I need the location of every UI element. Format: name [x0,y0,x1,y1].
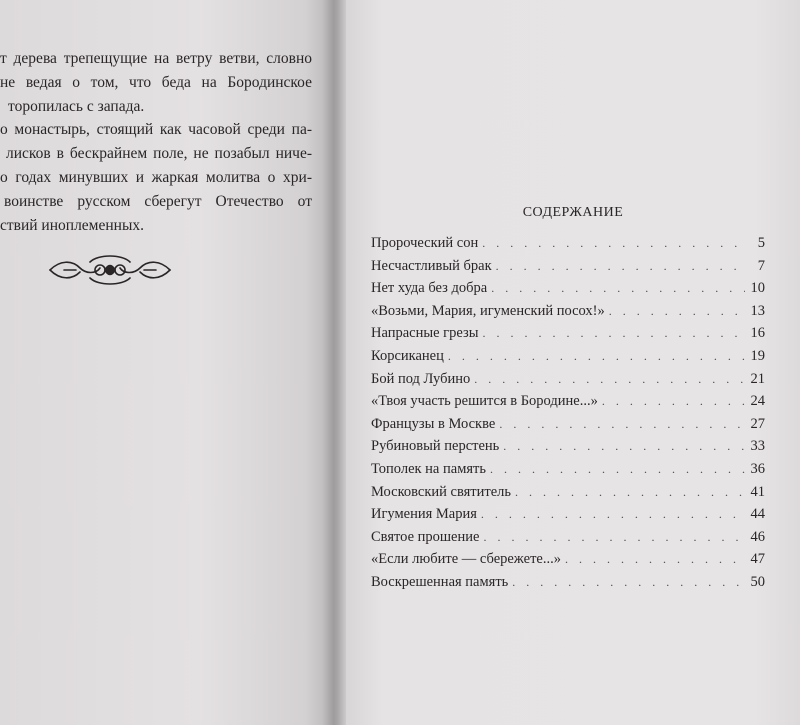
toc-entry-title: «Возьми, Мария, игуменский посох!» [371,302,605,319]
toc-entry [371,484,765,507]
toc-page-number: 24 [750,393,765,410]
toc-entry-title: Рубиновый перстень [371,438,500,455]
toc-entry-title: Бой под Лубино [371,370,471,387]
toc-leader-dots [482,326,745,341]
table-of-contents [371,235,765,597]
toc-entry-title: Нет худа без добра [371,280,488,297]
toc-entry-title: «Если любите — сбережете...» [371,551,561,568]
toc-leader-dots [512,575,745,590]
toc-page-number: 44 [750,506,765,523]
toc-page-number: 47 [750,551,765,568]
toc-page-number: 19 [750,347,765,364]
toc-entry [371,438,765,461]
toc-page-number: 27 [750,415,765,432]
toc-entry-title: Несчастливый брак [371,257,492,274]
text-line: торопилась с запада. [8,97,145,115]
toc-leader-dots [448,349,745,364]
toc-entry-title: Корсиканец [371,347,444,364]
text-line: ствий иноплеменных. [0,216,145,234]
toc-entry [371,371,765,394]
toc-entry-title: «Твоя участь решится в Бородине...» [371,393,598,410]
toc-entry-title: Тополек на память [371,460,486,477]
toc-entry [371,280,765,303]
toc-entry-title: Воскрешенная память [371,573,509,590]
toc-leader-dots [482,236,745,251]
toc-leader-dots [602,394,745,409]
toc-entry [371,348,765,371]
toc-leader-dots [481,507,745,522]
toc-entry [371,235,765,258]
toc-entry [371,461,765,484]
toc-leader-dots [565,552,745,567]
toc-leader-dots [515,485,745,500]
toc-entry [371,574,765,597]
toc-entry [371,551,765,574]
toc-leader-dots [503,439,745,454]
toc-page-number: 33 [750,438,765,455]
toc-entry [371,325,765,348]
toc-page-number: 5 [757,235,765,251]
toc-entry [371,303,765,326]
toc-entry [371,506,765,529]
text-line: о монастырь, стоящий как часовой среди па- [0,121,312,139]
toc-page-number: 16 [750,325,765,342]
toc-entry-title: Игумения Мария [371,506,477,523]
toc-page-number: 36 [750,460,765,477]
toc-page-number: 7 [757,257,765,274]
text-line: не ведая о том, что беда на Бородинское [0,73,312,91]
toc-entry [371,416,765,439]
toc-entry-title: Московский святитель [371,483,512,500]
toc-page-number: 41 [750,483,765,500]
toc-entry [371,258,765,281]
toc-page-number: 50 [750,573,765,590]
toc-entry-title: Святое прошение [371,528,480,545]
text-line: о годах минувших и жаркая молитва о хри- [0,168,312,186]
text-line: т дерева трепещущие на ветру ветви, словно [0,50,312,67]
text-line: лисков в бескрайнем поле, не позабыл ниче- [6,145,312,163]
toc-leader-dots [490,462,745,477]
toc-page-number: 46 [750,528,765,545]
left-page-text [0,47,312,237]
toc-leader-dots [496,259,745,274]
toc-title: СОДЕРЖАНИЕ [522,205,624,220]
decorative-vignette-icon [46,252,174,288]
toc-page-number: 10 [750,280,765,297]
toc-leader-dots [483,530,745,545]
toc-entry-title: Пророческий сон [371,235,479,251]
toc-entry [371,529,765,552]
toc-leader-dots [609,304,745,319]
toc-leader-dots [491,281,745,296]
toc-entry-title: Французы в Москве [371,415,496,432]
text-line: воинстве русском сберегут Отечество от [4,192,312,210]
toc-entry-title: Напрасные грезы [371,325,479,342]
toc-page-number: 21 [750,370,765,387]
toc-page-number: 13 [750,302,765,319]
book-gutter [322,0,348,725]
toc-leader-dots [499,417,745,432]
toc-entry [371,393,765,416]
toc-leader-dots [474,372,745,387]
